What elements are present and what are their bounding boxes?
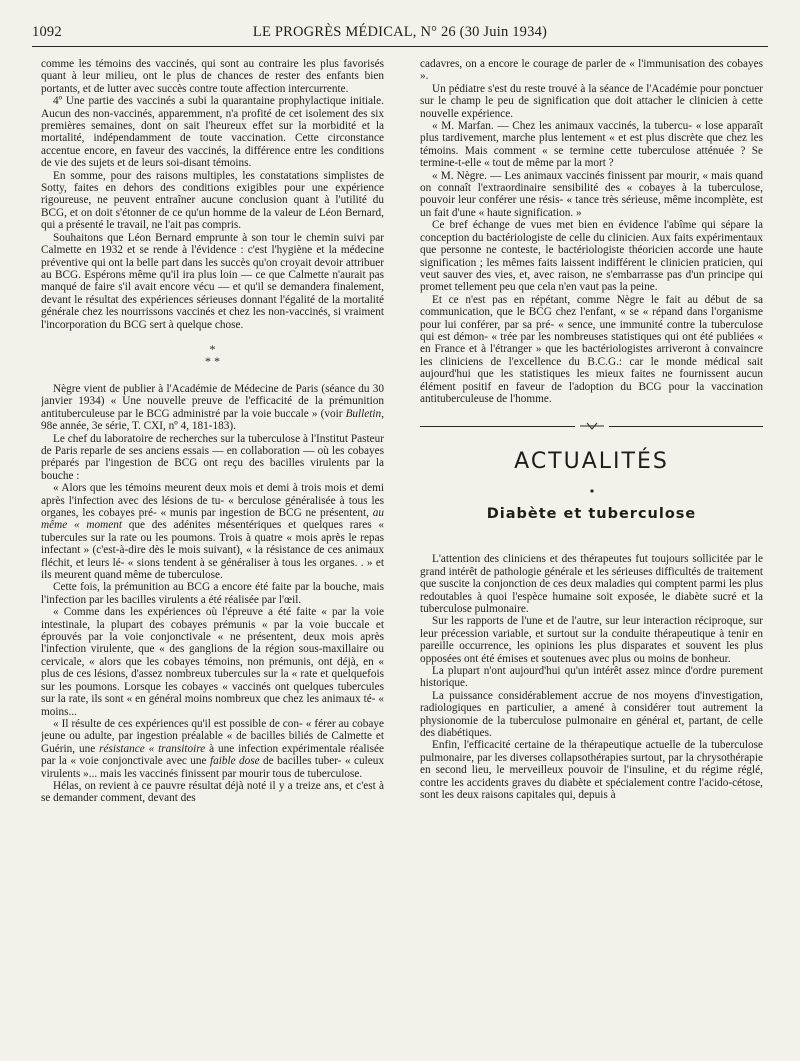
paragraph: Un pédiatre s'est du reste trouvé à la séance de l'Académie pour ponctuer sur le champ le peu de signification que doit attacher le clinicien à cette nouvelle expérience. [420,82,763,120]
paragraph: Ce bref échange de vues met bien en évidence l'abîme qui sépare la conception du bactériologiste de celle du clinicien. Aux faits expérimentaux que personne ne conteste, le bactériologiste théoricien accorde une haute signification ; les mêmes faits laissent indifférent le clinicien praticien, qui veut sauver des vies, et, avec raison, ne s'embarrasse pas d'un principe qui promet tellement peu que cela n'en vaut pas la peine. [420,219,763,294]
paragraph: 4º Une partie des vaccinés a subi la quarantaine prophylactique initiale. Aucun des non-vaccinés, apparemment, n'a profité de cet isolement des six premières semaines, dont on sait l'heureux effet sur la morbidité et la mortalité, indépendamment de toute vaccination. Cette circonstance accentue encore, en faveur des vaccinés, la différence entre les conditions de vie des sujets et de leurs soi-disant témoins. [41,95,384,170]
journal-title: LE PROGRÈS MÉDICAL, N° 26 (30 Juin 1934) [252,24,548,40]
text-run: , 98e année, 3e série, T. CXI, nº 4, 181-183). [41,407,384,433]
text-run: « Il résulte de ces expériences qu'il est possible de con- « férer au cobaye jeune ou adulte, par ingestion préalable « de bacilles biliés de Calmette et Guérin, une [41,717,384,755]
paragraph: cadavres, on a encore le courage de parler de « l'immunisation des cobayes ». [420,58,763,83]
stars-glyph: * * * [205,341,220,368]
text-run: à une infection expérimentale réalisée par la « voie conjonctivale avec une [41,742,384,768]
paragraph: En somme, pour des raisons multiples, les constatations simplistes de Sotty, faites en dehors des conditions exigibles pour une expérience rigoureuse, ne peuvent entraîner aucune conclusion quant à l'utilité du BCG, et on doit s'étonner de ce qu'un homme de la valeur de Léon Bernard, qui a présenté le travail, ne l'ait pas compris. [41,169,384,232]
section-title: ACTUALITÉS [514,449,669,475]
paragraph: Enfin, l'efficacité certaine de la thérapeutique actuelle de la tuberculose pulmonaire, par les diverses collapsothérapies surtout, par la chrysothérapie en second lieu, le merveilleux pouvoir de l'insuline, et du régime réglé, contre les accidents graves du diabète et spécialement contre l'acido-cétose, sont les deux raisons capitales qui, depuis à [420,739,763,802]
running-header [32,24,768,47]
right-column [420,58,763,1031]
ornament-svg [579,422,605,430]
italic-run: faible dose [209,755,260,768]
paragraph: La plupart n'ont aujourd'hui qu'un intérêt assez mince d'ordre purement historique. [420,665,763,690]
text-run: « Alors que les témoins meurent deux mois et demi à trois mois et demi après l'infection avec des lésions de tu- « berculose généralisée à tous les organes, les cobayes pré- « munis par ingestion de BCG ne présentent, [41,482,384,519]
quote-paragraph: « M. Marfan. — Chez les animaux vaccinés, la tubercu- « lose apparaît plus tardivement, marche plus lentement « et est plus discrète que chez les témoins. Mais comment « se termine cette tuberculose atténuée ? Se termine-t-elle « tout de même par la mort ? [420,120,763,170]
italic-run: Bulletin [345,407,382,420]
dot-icon [590,489,594,493]
quote-paragraph [41,718,384,780]
paragraph: La puissance considérablement accrue de nos moyens d'investigation, radiologiques en particulier, a amené à considérer tout autrement la physionomie de la tuberculose pulmonaire en général et, partant, de celle des diabétiques. [420,689,763,740]
paragraph [41,383,384,433]
text-run: que des adénites mésentériques et quelques rares « tubercules sur la rate ou les poumons. Trois à quatre « mois après le repas infectant » (c'est-à-dire dès le mois suivant), « la résistance de ces animaux fléchit, et leurs lé- « sions tendent à se généraliser à tous les organes. . » et ils meurent quand même de tuberculose. [41,519,384,582]
paragraph: comme les témoins des vaccinés, qui sont au contraire les plus favorisés quant à leur milieu, ont le plus de chances de rester des enfants bien portants, et de lutter avec succès contre toute affection intercurrente. [41,58,384,95]
paragraph: Hélas, on revient à ce pauvre résultat déjà noté il y a treize ans, et c'est à se demander comment, devant des [41,779,384,805]
ornamental-rule [420,421,763,431]
page-number: 1092 [32,24,62,40]
paragraph: Sur les rapports de l'une et de l'autre, sur leur interaction réciproque, sur leur précession variable, et surtout sur la conduite thérapeutique à tenir en pareille occurrence, les opinions les plus disparates et souvent les plus opposées ont été émises et soutenues avec plus ou moins de bonheur. [420,615,763,665]
rule-ornament-icon [575,422,609,432]
text-run: Nègre vient de publier à l'Académie de Médecine de Paris (séance du 30 janvier 1934) « Une nouvelle preuve de l'efficacité de la prémunition antituberculeuse par le BCG administré par la voie buccale » (voir [41,382,384,420]
italic-run: au même « moment [41,507,384,532]
section-separator-stars [41,343,384,367]
paragraph: Cette fois, la prémunition au BCG a encore été faite par la bouche, mais l'infection par les bacilles virulents a été réalisée par l'œil. [41,581,384,606]
left-column [41,58,384,1031]
paragraph: Souhaitons que Léon Bernard emprunte à son tour le chemin suivi par Calmette en 1932 et se rende à l'évidence : c'est l'hygiène et la médecine préventive qui ont la belle part dans les succès qu'on croyait devoir attribuer au BCG. Espérons même qu'il ira plus loin — ce que Calmette n'aurait pas manqué de faire s'il avait encore vécu — et qu'il se demandera finalement, devant le résultat des expériences sérieuses donnant l'égalité de la mortalité générale chez les nourrissons vaccinés et chez les non-vaccinés, si vraiment l'incorporation du BCG sert à quelque chose. [41,231,384,331]
paragraph: Le chef du laboratoire de recherches sur la tuberculose à l'Institut Pasteur de Paris reparle de ses anciens essais — en collaboration — où les cobayes préparés par l'ingestion de BCG ont reçu des bacilles virulents par la bouche : [41,432,384,482]
paragraph: Et ce n'est pas en répétant, comme Nègre le fait au début de sa communication, que le BCG chez l'enfant, « se « répand dans l'organisme pour lui conférer, par sa pré- « sence, une immunité contre la tuberculose qui est démon- « trée par les nombreuses statistiques qui ont été publiées « en France et à l'étranger » que les bactériologistes arriveront à convaincre les cliniciens de l'excellence du B.C.G.: car le monde médical sait aujourd'hui que les statistiques les mieux faites ne fournissent aucun élément positif en faveur de l'adoption du BCG pour la vaccination antituberculeuse de l'homme. [420,293,763,405]
paragraph: L'attention des cliniciens et des thérapeutes fut toujours sollicitée par le grand intérêt de pathologie générale et les sérieuses difficultés de traitement que suscite la conjonction de ces deux maladies qui comptent parmi les plus redoutables à quoi l'espèce humaine soit exposée, le diabète sucré et la tuberculose pulmonaire. [420,553,763,615]
quote-paragraph: « Comme dans les expériences où l'épreuve a été faite « par la voie intestinale, la plupart des cobayes prémunis « par la voie buccale et éprouvés par la voie conjonctivale « ne présentent, deux mois après l'infection virulente, que « des ganglions de la région sous-maxillaire ou cervicale, « alors que les cobayes témoins, non prémunis, ont déjà, en « plus de ces lésions, d'assez nombreux tubercules sur la « rate et quelquefois sur les poumons. Lorsque les cobayes « vaccinés ont quelques tubercules sur la rate, ils sont « en général moins nombreux que chez les animaux té- « moins... [41,606,384,718]
dot-separator [420,483,763,495]
italic-run: résistance « transitoire [99,742,206,755]
quote-paragraph [41,482,384,581]
text-run: de bacilles tuber- « culeux virulents »... mais les vaccinés finissent par mourir tous de tuberculose. [41,755,384,780]
article-title: Diabète et tuberculose [486,506,697,523]
quote-paragraph: « M. Nègre. — Les animaux vaccinés finissent par mourir, « mais quand on connaît l'extraordinaire sensibilité des « cobayes à la tuberculose, pouvoir leur conférer une résis- « tance très sérieuse, même incomplète, est un fait d'une « haute signification. » [420,169,763,219]
